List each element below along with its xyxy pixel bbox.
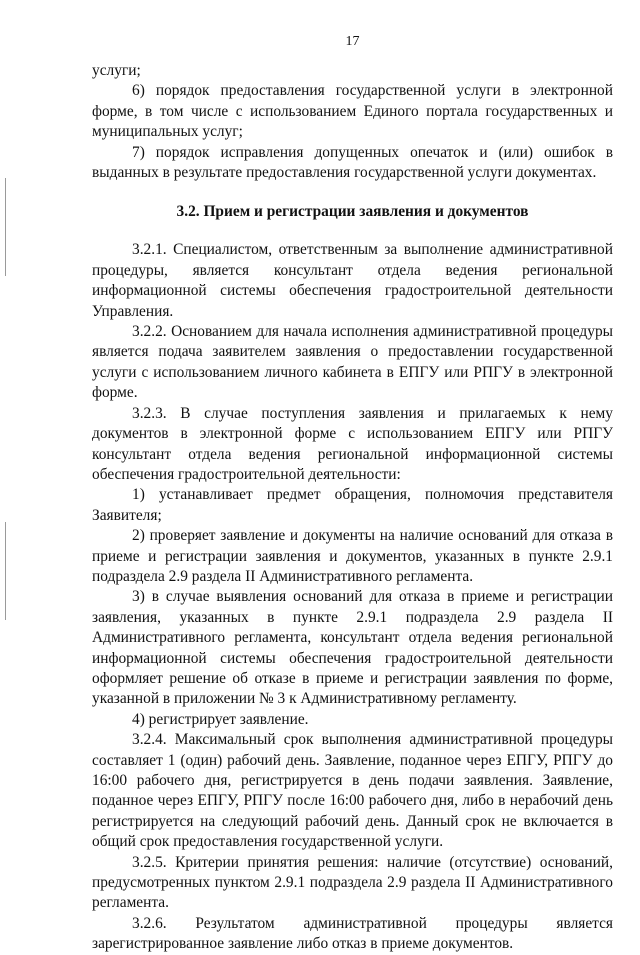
subitem-3: 3) в случае выявления оснований для отказа в приеме и регистрации заявления, указанных в пункте 2.9.1 подраздела 2.9 раздела II Административного регламента, консультант отдела ведения региональной информационной системы обеспечения градостроительной деятельности оформляет решение об отказе в приеме и регистрации заявления по форме, указанной в приложении № 3 к Административному регламенту. <box>92 588 613 708</box>
subitem-4: 4) регистрирует заявление. <box>132 710 309 728</box>
paragraph-3-2-3: 3.2.3. В случае поступления заявления и прилагаемых к нему документов в электронной форме с использованием ЕПГУ или РПГУ консультант отдела ведения региональной информационной системы обеспечения градостроительной деятельности: <box>92 404 613 483</box>
section-heading: 3.2. Прием и регистрации заявления и документов <box>176 203 529 221</box>
paragraph-3-2-4: 3.2.4. Максимальный срок выполнения административной процедуры составляет 1 (один) рабочий день. Заявление, поданное через ЕПГУ, РПГУ до 16:00 рабочего дня, регистрируется в день подачи заявления. Заявление, поданное через ЕПГУ, РПГУ после 16:00 рабочего дня, либо в нерабочий день регистрируется на следующий рабочий день. Данный срок не включается в общий срок предоставления государственной услуги. <box>92 731 613 851</box>
scan-edge-mark-lower <box>5 522 6 620</box>
paragraph-3-2-1: 3.2.1. Специалистом, ответственным за выполнение административной процедуры, является консультант отдела ведения региональной информационной системы обеспечения градостроительной деятельности Управления. <box>92 241 613 320</box>
page-number: 17 <box>345 34 360 49</box>
paragraph-3-2-6: 3.2.6. Результатом административной процедуры является зарегистрированное заявление либо отказ в приеме документов. <box>92 914 613 953</box>
list-item-7: 7) порядок исправления допущенных опечаток и (или) ошибок в выданных в результате предоставления государственной услуги документах. <box>92 143 613 182</box>
paragraph-3-2-2: 3.2.2. Основанием для начала исполнения административной процедуры является подача заявителем заявления о предоставлении государственной услуги с использованием личного кабинета в ЕПГУ или РПГУ в электронной форме. <box>92 323 613 402</box>
document-body <box>92 61 613 955</box>
list-item-6: 6) порядок предоставления государственной услуги в электронной форме, в том числе с использованием Единого портала государственных и муниципальных услуг; <box>92 82 613 141</box>
scan-edge-mark-upper <box>5 178 6 276</box>
subitem-1: 1) устанавливает предмет обращения, полномочия представителя Заявителя; <box>92 486 613 524</box>
paragraph-continuation: услуги; <box>92 62 141 79</box>
paragraph-3-2-5: 3.2.5. Критерии принятия решения: наличие (отсутствие) оснований, предусмотренных пунктом 2.9.1 подраздела 2.9 раздела II Административного регламента. <box>92 853 613 912</box>
subitem-2: 2) проверяет заявление и документы на наличие оснований для отказа в приеме и регистрации заявления и документов, указанных в пункте 2.9.1 подраздела 2.9 раздела II Административного регламента. <box>92 527 613 585</box>
